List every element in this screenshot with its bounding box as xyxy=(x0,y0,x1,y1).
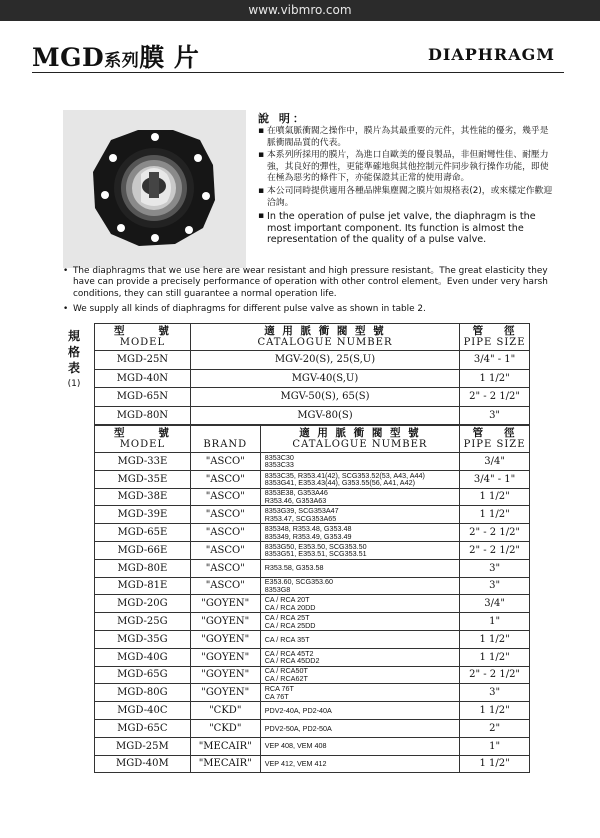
pipe-cell: 1" xyxy=(460,737,530,755)
catalogue-line-1: 835348, R353.48, G353.48 xyxy=(264,523,352,533)
brand-cell: "CKD" xyxy=(190,719,260,737)
catalogue-line-1: VEP 412, VEM 412 xyxy=(264,759,327,769)
catalogue-cell xyxy=(260,559,459,577)
catalogue-cell xyxy=(260,666,459,684)
catalogue-cell xyxy=(260,630,459,648)
pipe-cell: 2" - 2 1/2" xyxy=(460,666,530,684)
model-cell: MGD-66E xyxy=(95,541,191,559)
brand-cell: "ASCO" xyxy=(190,470,260,488)
header-pipe-size: 管 徑 PIPE SIZE xyxy=(460,426,530,453)
title-name-en: DIAPHRAGM xyxy=(427,45,555,64)
brand-cell: "GOYEN" xyxy=(190,666,260,684)
catalogue-cell xyxy=(260,755,459,773)
spec-table-1 xyxy=(94,323,530,425)
table-row xyxy=(95,369,530,388)
model-cell: MGD-33E xyxy=(95,453,191,471)
table-row xyxy=(95,613,530,631)
catalogue-line-2: CA / RCA 45DD2 xyxy=(264,656,320,666)
site-url: www.vibmro.com xyxy=(248,3,352,17)
diaphragm-image xyxy=(63,110,246,268)
model-cell: MGD-20G xyxy=(95,595,191,613)
brand-cell: "ASCO" xyxy=(190,488,260,506)
catalogue-line-1: PDV2-50A, PD2-50A xyxy=(264,723,332,733)
table-row xyxy=(95,595,530,613)
brand-cell: "ASCO" xyxy=(190,453,260,471)
catalogue-line-2: CA 76T xyxy=(264,691,289,701)
page-title xyxy=(32,38,199,74)
table-row xyxy=(95,577,530,595)
model-cell: MGD-80E xyxy=(95,559,191,577)
table-row xyxy=(95,702,530,720)
model-cell: MGD-39E xyxy=(95,506,191,524)
catalogue-line-1: 8353G39, SCG353A47 xyxy=(264,506,339,516)
paragraph-1 xyxy=(63,266,558,300)
catalogue-cell xyxy=(260,541,459,559)
pipe-cell: 3" xyxy=(460,559,530,577)
catalogue-cell xyxy=(260,470,459,488)
model-cell: MGD-35G xyxy=(95,630,191,648)
spec-label-char-2: 格 xyxy=(67,345,80,359)
catalogue-line-1: 8353E38, G353A46 xyxy=(264,488,328,498)
catalogue-line-1: E353.60, SCG353.60 xyxy=(264,577,334,587)
catalogue-line-1: CA / RCA 35T xyxy=(264,634,310,644)
brand-cell: "GOYEN" xyxy=(190,630,260,648)
pipe-cell: 3/4" - 1" xyxy=(460,470,530,488)
header-catalogue: 適 用 脈 衝 閥 型 號 CATALOGUE NUMBER xyxy=(190,324,459,351)
pipe-cell: 1" xyxy=(460,613,530,631)
model-cell: MGD-81E xyxy=(95,577,191,595)
title-series: 系列 xyxy=(104,51,140,71)
pipe-cell: 1 1/2" xyxy=(460,755,530,773)
catalogue-line-1: CA / RCA 45T2 xyxy=(264,648,314,658)
model-cell: MGD-40N xyxy=(95,369,191,388)
title-divider xyxy=(32,72,564,73)
bullet-icon: • xyxy=(63,304,69,314)
description-item-1: ▪ 在噴氣脈衝閥之操作中，膜片為其最重要的元件，其性能的優劣，幾乎是脈衝閥品質的代表。 xyxy=(258,126,553,149)
pipe-cell: 3" xyxy=(460,406,530,425)
catalogue-line-2: R353.47, SCG353A65 xyxy=(264,513,337,523)
catalogue-cell xyxy=(260,702,459,720)
title-model: MGD xyxy=(32,43,105,72)
catalogue-line-1: CA / RCA50T xyxy=(264,666,308,676)
model-cell: MGD-80N xyxy=(95,406,191,425)
spec-table-2 xyxy=(94,425,530,773)
catalogue-cell: MGV-20(S), 25(S,U) xyxy=(190,351,459,370)
catalogue-cell xyxy=(260,719,459,737)
model-cell: MGD-25M xyxy=(95,737,191,755)
model-cell: MGD-40G xyxy=(95,648,191,666)
brand-cell: "ASCO" xyxy=(190,506,260,524)
brand-cell: "ASCO" xyxy=(190,559,260,577)
pipe-cell: 1 1/2" xyxy=(460,506,530,524)
table-row xyxy=(95,506,530,524)
model-cell: MGD-40C xyxy=(95,702,191,720)
table-row xyxy=(95,488,530,506)
brand-cell: "ASCO" xyxy=(190,524,260,542)
catalogue-line-1: PDV2-40A, PD2-40A xyxy=(264,705,332,715)
pipe-cell: 3/4" - 1" xyxy=(460,351,530,370)
pipe-cell: 1 1/2" xyxy=(460,648,530,666)
catalogue-cell xyxy=(260,613,459,631)
table-row xyxy=(95,559,530,577)
model-cell: MGD-65N xyxy=(95,388,191,407)
catalogue-cell xyxy=(260,577,459,595)
spec-label-char-1: 規 xyxy=(67,329,80,343)
model-cell: MGD-35E xyxy=(95,470,191,488)
pipe-cell: 3" xyxy=(460,577,530,595)
table-row xyxy=(95,684,530,702)
table-row xyxy=(95,406,530,425)
table-row xyxy=(95,719,530,737)
paragraph-2 xyxy=(63,304,558,315)
table-row xyxy=(95,541,530,559)
pipe-cell: 2" - 2 1/2" xyxy=(460,541,530,559)
brand-cell: "GOYEN" xyxy=(190,595,260,613)
brand-cell: "GOYEN" xyxy=(190,648,260,666)
description-list xyxy=(258,126,553,247)
description-heading: 說 明： xyxy=(258,112,307,125)
site-banner xyxy=(0,0,600,21)
catalogue-cell xyxy=(260,488,459,506)
catalogue-line-1: VEP 408, VEM 408 xyxy=(264,741,327,751)
pipe-cell: 3/4" xyxy=(460,595,530,613)
brand-cell: "MECAIR" xyxy=(190,737,260,755)
catalogue-line-2: 8353G8 xyxy=(264,584,291,594)
table-row xyxy=(95,737,530,755)
model-cell: MGD-25G xyxy=(95,613,191,631)
model-cell: MGD-65C xyxy=(95,719,191,737)
catalogue-line-2: 835349, R353.49, G353.49 xyxy=(264,531,352,541)
bullet-icon: • xyxy=(63,266,69,276)
table-row xyxy=(95,524,530,542)
pipe-cell: 1 1/2" xyxy=(460,488,530,506)
brand-cell: "ASCO" xyxy=(190,577,260,595)
table-row xyxy=(95,755,530,773)
paragraph-1-text: The diaphragms that we use here are wear resistant and high pressure resistant。The great elasticity they have can provide a precisely performance of operation with other control element。Even under very harsh conditions, they can still guarantee a normal operation life. xyxy=(73,266,548,299)
catalogue-cell xyxy=(260,737,459,755)
catalogue-line-2: 8353C33 xyxy=(264,460,294,470)
header-model: 型 號 MODEL xyxy=(95,426,191,453)
table-row xyxy=(95,470,530,488)
catalogue-line-1: RCA 76T xyxy=(264,684,294,694)
model-cell: MGD-25N xyxy=(95,351,191,370)
table-row xyxy=(95,388,530,407)
model-cell: MGD-38E xyxy=(95,488,191,506)
model-cell: MGD-80G xyxy=(95,684,191,702)
table-row xyxy=(95,666,530,684)
catalogue-line-1: CA / RCA 20T xyxy=(264,595,310,605)
catalogue-cell: MGV-40(S,U) xyxy=(190,369,459,388)
catalogue-cell: MGV-80(S) xyxy=(190,406,459,425)
description-item-3: ▪ 本公司同時提供適用各種品牌集塵閥之膜片如規格表(2)，或來樣定作歡迎洽詢。 xyxy=(258,186,553,209)
catalogue-line-1: R353.58, G353.58 xyxy=(264,563,324,573)
diaphragm-photo xyxy=(63,110,246,268)
brand-cell: "ASCO" xyxy=(190,541,260,559)
header-brand: BRAND xyxy=(190,426,260,453)
table-header-row xyxy=(95,426,530,453)
table-row xyxy=(95,648,530,666)
spec-label-num: (1) xyxy=(67,379,81,389)
paragraph-2-text: We supply all kinds of diaphragms for different pulse valve as shown in table 2. xyxy=(73,304,426,314)
catalogue-line-1: 8353G50, E353.50, SCG353.50 xyxy=(264,541,367,551)
header-pipe-size: 管 徑 PIPE SIZE xyxy=(460,324,530,351)
model-cell: MGD-65E xyxy=(95,524,191,542)
spec-label-char-3: 表 xyxy=(67,361,80,375)
brand-cell: "CKD" xyxy=(190,702,260,720)
catalogue-cell xyxy=(260,648,459,666)
table-row xyxy=(95,351,530,370)
catalogue-cell xyxy=(260,453,459,471)
brand-cell: "GOYEN" xyxy=(190,613,260,631)
pipe-cell: 3/4" xyxy=(460,453,530,471)
pipe-cell: 1 1/2" xyxy=(460,369,530,388)
catalogue-cell xyxy=(260,506,459,524)
pipe-cell: 1 1/2" xyxy=(460,630,530,648)
title-name-cn: 膜 片 xyxy=(139,43,200,72)
pipe-cell: 1 1/2" xyxy=(460,702,530,720)
header-catalogue: 適 用 脈 衝 閥 型 號 CATALOGUE NUMBER xyxy=(260,426,459,453)
catalogue-line-2: CA / RCA 20DD xyxy=(264,602,316,612)
catalogue-line-2: CA / RCA 25DD xyxy=(264,620,316,630)
catalogue-line-1: 8353C35, R353.41(42), SCG353.52(53, A43, A44) xyxy=(264,470,425,480)
catalogue-cell xyxy=(260,524,459,542)
description-item-en: ▪ In the operation of pulse jet valve, the diaphragm is the most important component. Its function is almost the representation of the quality of a pulse valve. xyxy=(258,211,553,246)
pipe-cell: 2" xyxy=(460,719,530,737)
catalogue-line-2: R353.46, G353A63 xyxy=(264,495,327,505)
pipe-cell: 3" xyxy=(460,684,530,702)
catalogue-cell xyxy=(260,684,459,702)
catalogue-line-1: CA / RCA 25T xyxy=(264,612,310,622)
catalogue-cell: MGV-50(S), 65(S) xyxy=(190,388,459,407)
pipe-cell: 2" - 2 1/2" xyxy=(460,388,530,407)
catalogue-line-2: 8353G41, E353.43(44), G353.55(56, A41, A42) xyxy=(264,478,415,488)
model-cell: MGD-40M xyxy=(95,755,191,773)
catalogue-line-1: 8353C30 xyxy=(264,452,294,462)
brand-cell: "GOYEN" xyxy=(190,684,260,702)
catalogue-line-2: 8353G51, E353.51, SCG353.51 xyxy=(264,549,367,559)
model-cell: MGD-65G xyxy=(95,666,191,684)
table-row xyxy=(95,630,530,648)
description-item-2: ▪ 本系列所採用的膜片，為進口自歐美的優良製品，非但耐彎性佳、耐壓力強，其良好的彈性，更能準確地與其他控制元件同步執行操作功能，即使在極為惡劣的條件下，亦能保證其正常的使用壽命。 xyxy=(258,150,553,185)
table-header-row xyxy=(95,324,530,351)
pipe-cell: 2" - 2 1/2" xyxy=(460,524,530,542)
catalogue-cell xyxy=(260,595,459,613)
header-model: 型 號 MODEL xyxy=(95,324,191,351)
catalogue-line-2: CA / RCA62T xyxy=(264,673,308,683)
brand-cell: "MECAIR" xyxy=(190,755,260,773)
table-row xyxy=(95,453,530,471)
spec-table-label xyxy=(66,328,82,392)
